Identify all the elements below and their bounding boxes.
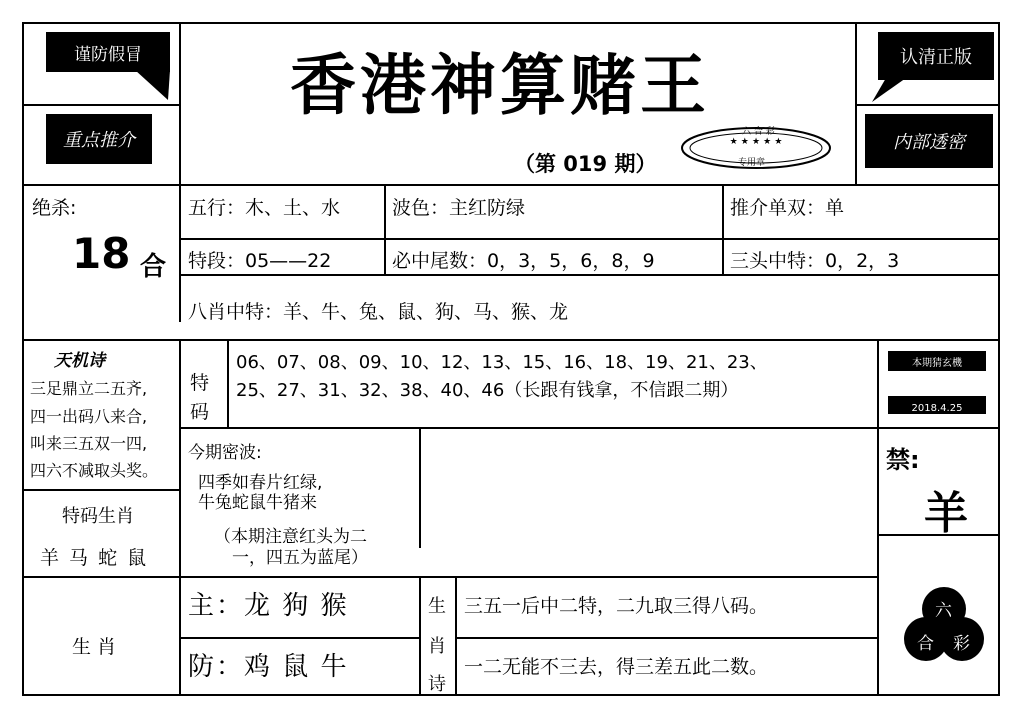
shengxiao-label: 生 肖 [72, 636, 117, 658]
badge-recommend: 重点推介 [46, 114, 152, 164]
tianji-line: 四六不减取头奖。 [30, 461, 159, 480]
poem-line-2: 一二无能不三去，得三差五此二数。 [464, 656, 769, 678]
tianji-title: 天机诗 [54, 351, 105, 371]
mibo-note: （本期注意红头为二 [214, 527, 367, 547]
wuxing: 五行：木、土、水 [188, 197, 341, 219]
speech-tail-icon [100, 70, 180, 106]
mibo-line: 四季如春片红绿, [198, 473, 323, 493]
logo-char: 六 [935, 601, 952, 621]
badge-anti-fake: 谨防假冒 [46, 32, 170, 72]
tianji-line: 三足鼎立二五齐, [30, 379, 148, 398]
tema-numbers-line-1: 06、07、08、09、10、12、13、15、16、18、19、21、23、 [236, 352, 768, 373]
secret-date-box: 2018.4.25 [888, 396, 986, 414]
logo-char: 合 [917, 634, 934, 654]
badge-genuine: 认清正版 [878, 32, 994, 80]
issue-number: （第 019 期） [514, 152, 657, 176]
tianji-line: 四一出码八来合, [30, 407, 148, 426]
secret-title-box: 本期猜玄機 [888, 351, 986, 371]
poem-label: 诗 [428, 674, 446, 695]
shengxiao-main: 主：龙 狗 猴 [188, 591, 349, 621]
tema-shengxiao-label: 特码生肖 [62, 506, 134, 527]
svg-text:★ ★ ★ ★ ★: ★ ★ ★ ★ ★ [729, 137, 783, 147]
logo-char: 彩 [953, 634, 970, 654]
jin-label: 禁: [886, 446, 920, 474]
bose: 波色：主红防绿 [392, 197, 526, 219]
page-title: 香港神算赌王 [290, 47, 710, 124]
kill-label: 绝杀: [32, 197, 77, 219]
santou: 三头中特：0，2，3 [730, 250, 900, 272]
mibo-line: 牛兔蛇鼠牛猪来 [198, 493, 317, 513]
tema-numbers-line-2: 25、27、31、32、38、40、46（长跟有钱拿，不信跟二期） [236, 380, 739, 401]
jin-value: 羊 [924, 488, 968, 539]
tema-label: 特 [190, 372, 210, 394]
stamp-top-text: 六 合 彩 [742, 127, 775, 137]
poem-line-1: 三五一后中二特，二九取三得八码。 [464, 595, 769, 617]
speech-tail-icon [862, 78, 922, 104]
mibo-note: 一，四五为蓝尾） [232, 548, 368, 568]
kill-number: 18 [72, 229, 131, 278]
baxiao: 八肖中特：羊、牛、兔、鼠、狗、马、猴、龙 [188, 301, 569, 323]
mibo-title: 今期密波: [188, 443, 262, 463]
tianji-line: 叫来三五双一四, [30, 434, 148, 453]
kill-unit: 合 [140, 252, 167, 282]
weishu: 必中尾数：0，3，5，6，8，9 [392, 250, 655, 272]
shengxiao-guard: 防：鸡 鼠 牛 [188, 652, 349, 682]
danshuang: 推介单双：单 [730, 197, 845, 219]
teduan: 特段：05——22 [188, 250, 332, 272]
stamp-bottom-text: 专用章 [738, 158, 766, 168]
poem-label: 生 [428, 596, 446, 617]
poem-label: 肖 [428, 636, 446, 657]
tema-label: 码 [190, 401, 210, 423]
tema-shengxiao-value: 羊 马 蛇 鼠 [40, 547, 149, 569]
badge-inside: 内部透密 [865, 114, 993, 168]
